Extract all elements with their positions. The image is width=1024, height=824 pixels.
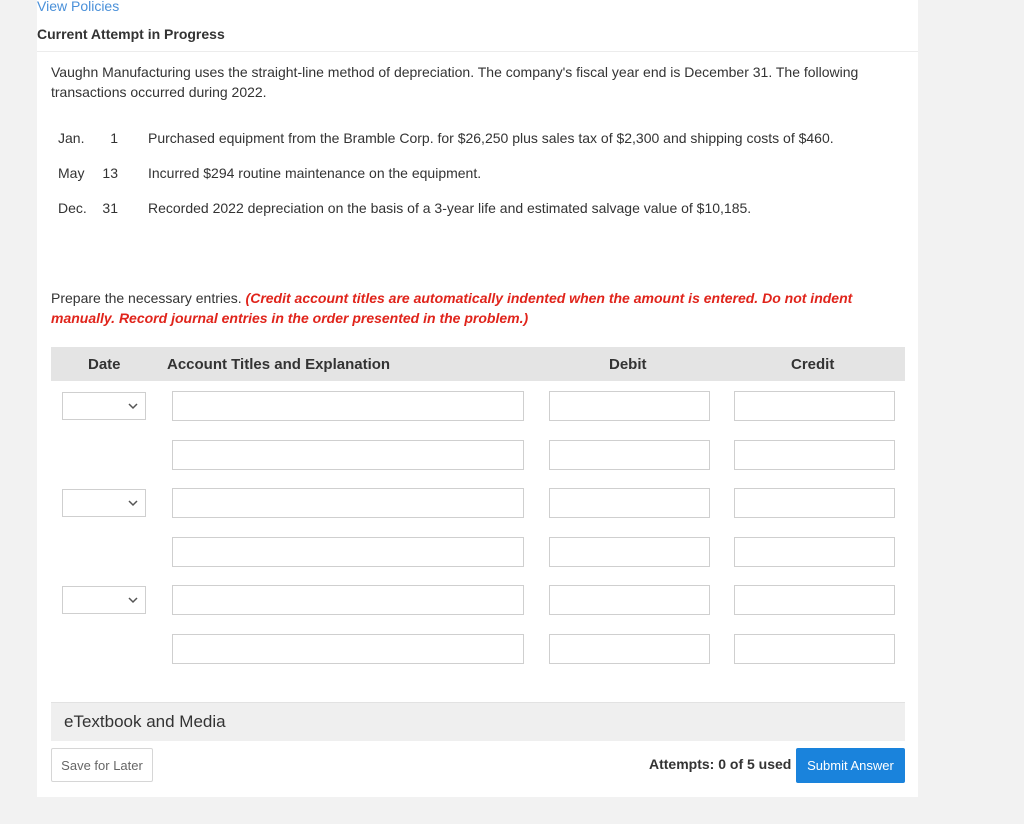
- prepare-text: Prepare the necessary entries.: [51, 290, 242, 306]
- account-title-input[interactable]: [172, 488, 524, 518]
- debit-input[interactable]: [549, 585, 710, 615]
- etextbook-label: eTextbook and Media: [64, 712, 226, 731]
- attempt-heading: Current Attempt in Progress: [37, 26, 225, 42]
- transaction-description: Recorded 2022 depreciation on the basis of a 3-year life and estimated salvage value of $10,185.: [148, 200, 752, 216]
- account-title-input[interactable]: [172, 440, 524, 470]
- account-title-input[interactable]: [172, 391, 524, 421]
- chevron-down-icon: [127, 497, 139, 509]
- chevron-down-icon: [127, 594, 139, 606]
- instruction-note: (Credit account titles are automatically indented when the amount is entered. Do not indent manually. Record journal entries in the order presented in the problem.): [51, 290, 853, 326]
- credit-column-header: Credit: [791, 356, 835, 373]
- transaction-month: May: [58, 165, 85, 181]
- journal-table-header: [51, 347, 905, 381]
- credit-input[interactable]: [734, 634, 895, 664]
- debit-input[interactable]: [549, 537, 710, 567]
- transaction-day: 1: [110, 130, 118, 146]
- chevron-down-icon: [127, 400, 139, 412]
- date-column-header: Date: [88, 356, 121, 373]
- debit-input[interactable]: [549, 488, 710, 518]
- credit-input[interactable]: [734, 391, 895, 421]
- date-select[interactable]: [62, 489, 146, 517]
- debit-column-header: Debit: [609, 356, 647, 373]
- etextbook-media-bar[interactable]: [51, 702, 905, 741]
- date-select[interactable]: [62, 392, 146, 420]
- submit-answer-button[interactable]: Submit Answer: [796, 748, 905, 783]
- transaction-month: Jan.: [58, 130, 85, 146]
- transaction-month: Dec.: [58, 200, 87, 216]
- transaction-description: Incurred $294 routine maintenance on the equipment.: [148, 165, 482, 181]
- header-divider: [37, 51, 918, 52]
- credit-input[interactable]: [734, 537, 895, 567]
- problem-intro: Vaughn Manufacturing uses the straight-line method of depreciation. The company's fiscal year end is December 31. The following transactions occurred during 2022.: [51, 64, 859, 100]
- transaction-day: 13: [102, 165, 118, 181]
- attempts-counter: Attempts: 0 of 5 used: [649, 756, 792, 772]
- debit-input[interactable]: [549, 634, 710, 664]
- debit-input[interactable]: [549, 440, 710, 470]
- account-title-input[interactable]: [172, 537, 524, 567]
- debit-input[interactable]: [549, 391, 710, 421]
- instructions: [51, 288, 911, 328]
- account-title-input[interactable]: [172, 585, 524, 615]
- credit-input[interactable]: [734, 440, 895, 470]
- date-select[interactable]: [62, 586, 146, 614]
- credit-input[interactable]: [734, 585, 895, 615]
- transaction-day: 31: [102, 200, 118, 216]
- account-column-header: Account Titles and Explanation: [167, 356, 391, 373]
- transaction-description: Purchased equipment from the Bramble Corp. for $26,250 plus sales tax of $2,300 and shipping costs of $460.: [148, 130, 834, 146]
- save-for-later-button[interactable]: Save for Later: [51, 748, 153, 782]
- credit-input[interactable]: [734, 488, 895, 518]
- account-title-input[interactable]: [172, 634, 524, 664]
- view-policies-link[interactable]: View Policies: [37, 0, 120, 14]
